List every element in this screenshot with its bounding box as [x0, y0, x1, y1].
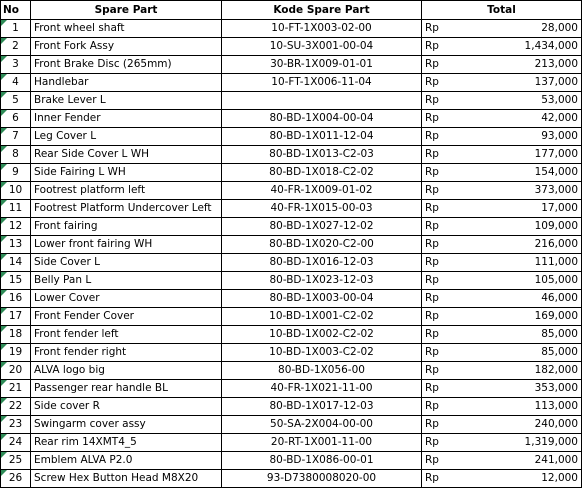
number-stored-as-text-indicator-icon	[1, 290, 7, 296]
header-kode-spare-part[interactable]: Kode Spare Part	[222, 1, 422, 20]
cell-no[interactable]	[1, 470, 31, 488]
cell-kode-spare-part[interactable]: 30-BR-1X009-01-01	[222, 56, 422, 74]
cell-currency[interactable]: Rp	[422, 398, 462, 416]
cell-no[interactable]	[1, 380, 31, 398]
cell-currency[interactable]: Rp	[422, 380, 462, 398]
cell-currency[interactable]: Rp	[422, 56, 462, 74]
number-stored-as-text-indicator-icon	[1, 434, 7, 440]
row-number-text: 5	[12, 94, 19, 106]
cell-total[interactable]: 93,000	[462, 128, 582, 146]
cell-currency[interactable]: Rp	[422, 200, 462, 218]
number-stored-as-text-indicator-icon	[1, 20, 7, 26]
cell-no[interactable]	[1, 146, 31, 164]
row-number-text: 19	[8, 346, 23, 358]
number-stored-as-text-indicator-icon	[1, 308, 7, 314]
number-stored-as-text-indicator-icon	[1, 128, 7, 134]
table-row	[1, 434, 582, 452]
number-stored-as-text-indicator-icon	[1, 56, 7, 62]
cell-currency[interactable]: Rp	[422, 470, 462, 488]
cell-kode-spare-part[interactable]: 80-BD-1X056-00	[222, 362, 422, 380]
cell-total[interactable]: 154,000	[462, 164, 582, 182]
row-number-text: 10	[8, 184, 23, 196]
cell-total[interactable]: 105,000	[462, 272, 582, 290]
cell-kode-spare-part[interactable]: 10-BD-1X003-C2-02	[222, 344, 422, 362]
number-stored-as-text-indicator-icon	[1, 164, 7, 170]
cell-total[interactable]: 12,000	[462, 470, 582, 488]
number-stored-as-text-indicator-icon	[1, 344, 7, 350]
cell-total[interactable]: 373,000	[462, 182, 582, 200]
table-row	[1, 362, 582, 380]
cell-spare-part[interactable]: Leg Cover L	[31, 128, 222, 146]
cell-kode-spare-part[interactable]: 40-FR-1X015-00-03	[222, 200, 422, 218]
cell-no[interactable]	[1, 236, 31, 254]
cell-spare-part[interactable]: Front Brake Disc (265mm)	[31, 56, 222, 74]
row-number-text: 23	[8, 418, 23, 430]
cell-spare-part[interactable]: Belly Pan L	[31, 272, 222, 290]
cell-spare-part[interactable]: Front fender left	[31, 326, 222, 344]
table-row	[1, 452, 582, 470]
row-number-text: 15	[8, 274, 23, 286]
cell-total[interactable]: 177,000	[462, 146, 582, 164]
cell-no[interactable]	[1, 164, 31, 182]
header-spare-part[interactable]: Spare Part	[31, 1, 222, 20]
table-row	[1, 344, 582, 362]
row-number-text: 25	[8, 454, 23, 466]
table-row	[1, 38, 582, 56]
number-stored-as-text-indicator-icon	[1, 470, 7, 476]
cell-no[interactable]	[1, 38, 31, 56]
row-number-text: 13	[8, 238, 23, 250]
cell-kode-spare-part[interactable]: 93-D7380008020-00	[222, 470, 422, 488]
row-number-text: 16	[8, 292, 23, 304]
cell-no[interactable]	[1, 182, 31, 200]
row-number-text: 4	[12, 76, 19, 88]
cell-spare-part[interactable]: Side cover R	[31, 398, 222, 416]
number-stored-as-text-indicator-icon	[1, 200, 7, 206]
header-total[interactable]: Total	[422, 1, 582, 20]
cell-currency[interactable]: Rp	[422, 272, 462, 290]
row-number-text: 17	[8, 310, 23, 322]
cell-spare-part[interactable]: Brake Lever L	[31, 92, 222, 110]
row-number-text: 9	[12, 166, 19, 178]
cell-no[interactable]	[1, 92, 31, 110]
cell-no[interactable]	[1, 326, 31, 344]
cell-spare-part[interactable]: Lower front fairing WH	[31, 236, 222, 254]
row-number-text: 21	[8, 382, 23, 394]
cell-kode-spare-part[interactable]: 80-BD-1X016-12-03	[222, 254, 422, 272]
cell-total[interactable]: 216,000	[462, 236, 582, 254]
cell-kode-spare-part[interactable]: 80-BD-1X018-C2-02	[222, 164, 422, 182]
cell-no[interactable]	[1, 110, 31, 128]
cell-no[interactable]	[1, 416, 31, 434]
cell-kode-spare-part[interactable]: 80-BD-1X017-12-03	[222, 398, 422, 416]
cell-kode-spare-part[interactable]: 40-FR-1X009-01-02	[222, 182, 422, 200]
cell-spare-part[interactable]: Passenger rear handle BL	[31, 380, 222, 398]
cell-total[interactable]: 42,000	[462, 110, 582, 128]
cell-spare-part[interactable]: Side Fairing L WH	[31, 164, 222, 182]
table-row	[1, 236, 582, 254]
cell-kode-spare-part[interactable]: 80-BD-1X020-C2-00	[222, 236, 422, 254]
number-stored-as-text-indicator-icon	[1, 146, 7, 152]
cell-total[interactable]: 111,000	[462, 254, 582, 272]
cell-kode-spare-part[interactable]: 80-BD-1X086-00-01	[222, 452, 422, 470]
cell-spare-part[interactable]: Footrest Platform Undercover Left	[31, 200, 222, 218]
cell-no[interactable]	[1, 290, 31, 308]
cell-total[interactable]: 46,000	[462, 290, 582, 308]
row-number-text: 26	[8, 472, 23, 484]
table-row	[1, 200, 582, 218]
cell-total[interactable]: 53,000	[462, 92, 582, 110]
table-row	[1, 326, 582, 344]
cell-spare-part[interactable]: Front Fender Cover	[31, 308, 222, 326]
row-number-text: 6	[12, 112, 19, 124]
number-stored-as-text-indicator-icon	[1, 92, 7, 98]
number-stored-as-text-indicator-icon	[1, 236, 7, 242]
table-row	[1, 416, 582, 434]
number-stored-as-text-indicator-icon	[1, 110, 7, 116]
number-stored-as-text-indicator-icon	[1, 380, 7, 386]
cell-spare-part[interactable]: Emblem ALVA P2.0	[31, 452, 222, 470]
cell-total[interactable]: 241,000	[462, 452, 582, 470]
cell-currency[interactable]: Rp	[422, 110, 462, 128]
cell-total[interactable]: 353,000	[462, 380, 582, 398]
table-row	[1, 110, 582, 128]
row-number-text: 20	[8, 364, 23, 376]
cell-spare-part[interactable]: Inner Fender	[31, 110, 222, 128]
table-header-row	[1, 1, 582, 20]
row-number-text: 24	[8, 436, 23, 448]
cell-no[interactable]	[1, 218, 31, 236]
table-row	[1, 470, 582, 488]
table-row	[1, 182, 582, 200]
cell-total[interactable]: 169,000	[462, 308, 582, 326]
table-row	[1, 254, 582, 272]
row-number-text: 3	[12, 58, 19, 70]
cell-kode-spare-part[interactable]: 10-FT-1X003-02-00	[222, 20, 422, 38]
table-row	[1, 380, 582, 398]
row-number-text: 18	[8, 328, 23, 340]
cell-currency[interactable]: Rp	[422, 38, 462, 56]
cell-currency[interactable]: Rp	[422, 164, 462, 182]
cell-total[interactable]: 182,000	[462, 362, 582, 380]
cell-kode-spare-part[interactable]: 80-BD-1X004-00-04	[222, 110, 422, 128]
cell-kode-spare-part[interactable]: 80-BD-1X023-12-03	[222, 272, 422, 290]
cell-no[interactable]	[1, 200, 31, 218]
table-row	[1, 146, 582, 164]
cell-kode-spare-part[interactable]: 80-BD-1X003-00-04	[222, 290, 422, 308]
cell-total[interactable]: 240,000	[462, 416, 582, 434]
cell-kode-spare-part[interactable]: 80-BD-1X013-C2-03	[222, 146, 422, 164]
table-row	[1, 218, 582, 236]
cell-no[interactable]	[1, 362, 31, 380]
table-row	[1, 74, 582, 92]
number-stored-as-text-indicator-icon	[1, 182, 7, 188]
cell-currency[interactable]: Rp	[422, 128, 462, 146]
table-row	[1, 290, 582, 308]
cell-spare-part[interactable]: Side Cover L	[31, 254, 222, 272]
number-stored-as-text-indicator-icon	[1, 452, 7, 458]
row-number-text: 2	[12, 40, 19, 52]
cell-no[interactable]	[1, 20, 31, 38]
cell-currency[interactable]: Rp	[422, 326, 462, 344]
cell-no[interactable]	[1, 56, 31, 74]
cell-spare-part[interactable]: Front fairing	[31, 218, 222, 236]
table-row	[1, 20, 582, 38]
table-row	[1, 398, 582, 416]
cell-total[interactable]: 17,000	[462, 200, 582, 218]
cell-kode-spare-part[interactable]: 40-FR-1X021-11-00	[222, 380, 422, 398]
number-stored-as-text-indicator-icon	[1, 272, 7, 278]
cell-spare-part[interactable]: Rear rim 14XMT4_5	[31, 434, 222, 452]
number-stored-as-text-indicator-icon	[1, 416, 7, 422]
row-number-text: 14	[8, 256, 23, 268]
number-stored-as-text-indicator-icon	[1, 362, 7, 368]
cell-no[interactable]	[1, 344, 31, 362]
cell-currency[interactable]: Rp	[422, 308, 462, 326]
table-row	[1, 92, 582, 110]
cell-currency[interactable]: Rp	[422, 146, 462, 164]
cell-no[interactable]	[1, 398, 31, 416]
cell-currency[interactable]: Rp	[422, 218, 462, 236]
cell-total[interactable]: 213,000	[462, 56, 582, 74]
row-number-text: 1	[12, 22, 19, 34]
cell-total[interactable]: 1,319,000	[462, 434, 582, 452]
cell-total[interactable]: 1,434,000	[462, 38, 582, 56]
table-row	[1, 308, 582, 326]
cell-no[interactable]	[1, 128, 31, 146]
number-stored-as-text-indicator-icon	[1, 74, 7, 80]
row-number-text: 8	[12, 148, 19, 160]
cell-currency[interactable]: Rp	[422, 452, 462, 470]
cell-no[interactable]	[1, 452, 31, 470]
cell-total[interactable]: 85,000	[462, 344, 582, 362]
number-stored-as-text-indicator-icon	[1, 38, 7, 44]
cell-spare-part[interactable]: Screw Hex Button Head M8X20	[31, 470, 222, 488]
row-number-text: 12	[8, 220, 23, 232]
cell-kode-spare-part[interactable]	[222, 92, 422, 110]
cell-no[interactable]	[1, 308, 31, 326]
cell-currency[interactable]: Rp	[422, 434, 462, 452]
number-stored-as-text-indicator-icon	[1, 398, 7, 404]
cell-spare-part[interactable]: Footrest platform left	[31, 182, 222, 200]
cell-kode-spare-part[interactable]: 10-FT-1X006-11-04	[222, 74, 422, 92]
cell-total[interactable]: 137,000	[462, 74, 582, 92]
cell-no[interactable]	[1, 254, 31, 272]
cell-kode-spare-part[interactable]: 10-SU-3X001-00-04	[222, 38, 422, 56]
cell-currency[interactable]: Rp	[422, 236, 462, 254]
cell-total[interactable]: 28,000	[462, 20, 582, 38]
cell-currency[interactable]: Rp	[422, 416, 462, 434]
cell-total[interactable]: 109,000	[462, 218, 582, 236]
cell-no[interactable]	[1, 272, 31, 290]
cell-spare-part[interactable]: ALVA logo big	[31, 362, 222, 380]
cell-kode-spare-part[interactable]: 20-RT-1X001-11-00	[222, 434, 422, 452]
cell-currency[interactable]: Rp	[422, 20, 462, 38]
table-row	[1, 164, 582, 182]
cell-currency[interactable]: Rp	[422, 92, 462, 110]
cell-kode-spare-part[interactable]: 50-SA-2X004-00-00	[222, 416, 422, 434]
cell-spare-part[interactable]: Front fender right	[31, 344, 222, 362]
row-number-text: 22	[8, 400, 23, 412]
cell-total[interactable]: 113,000	[462, 398, 582, 416]
cell-currency[interactable]: Rp	[422, 344, 462, 362]
number-stored-as-text-indicator-icon	[1, 326, 7, 332]
cell-spare-part[interactable]: Lower Cover	[31, 290, 222, 308]
cell-currency[interactable]: Rp	[422, 74, 462, 92]
cell-spare-part[interactable]: Handlebar	[31, 74, 222, 92]
cell-currency[interactable]: Rp	[422, 254, 462, 272]
table-row	[1, 128, 582, 146]
cell-currency[interactable]: Rp	[422, 182, 462, 200]
table-row	[1, 272, 582, 290]
cell-currency[interactable]: Rp	[422, 362, 462, 380]
cell-kode-spare-part[interactable]: 80-BD-1X011-12-04	[222, 128, 422, 146]
cell-spare-part[interactable]: Front wheel shaft	[31, 20, 222, 38]
cell-currency[interactable]: Rp	[422, 290, 462, 308]
row-number-text: 11	[8, 202, 23, 214]
row-number-text: 7	[12, 130, 19, 142]
cell-kode-spare-part[interactable]: 80-BD-1X027-12-02	[222, 218, 422, 236]
cell-spare-part[interactable]: Rear Side Cover L WH	[31, 146, 222, 164]
cell-total[interactable]: 85,000	[462, 326, 582, 344]
number-stored-as-text-indicator-icon	[1, 254, 7, 260]
cell-no[interactable]	[1, 74, 31, 92]
header-no[interactable]: No	[1, 1, 31, 20]
cell-kode-spare-part[interactable]: 10-BD-1X001-C2-02	[222, 308, 422, 326]
table-row	[1, 56, 582, 74]
cell-spare-part[interactable]: Front Fork Assy	[31, 38, 222, 56]
cell-kode-spare-part[interactable]: 10-BD-1X002-C2-02	[222, 326, 422, 344]
cell-no[interactable]	[1, 434, 31, 452]
cell-spare-part[interactable]: Swingarm cover assy	[31, 416, 222, 434]
number-stored-as-text-indicator-icon	[1, 218, 7, 224]
